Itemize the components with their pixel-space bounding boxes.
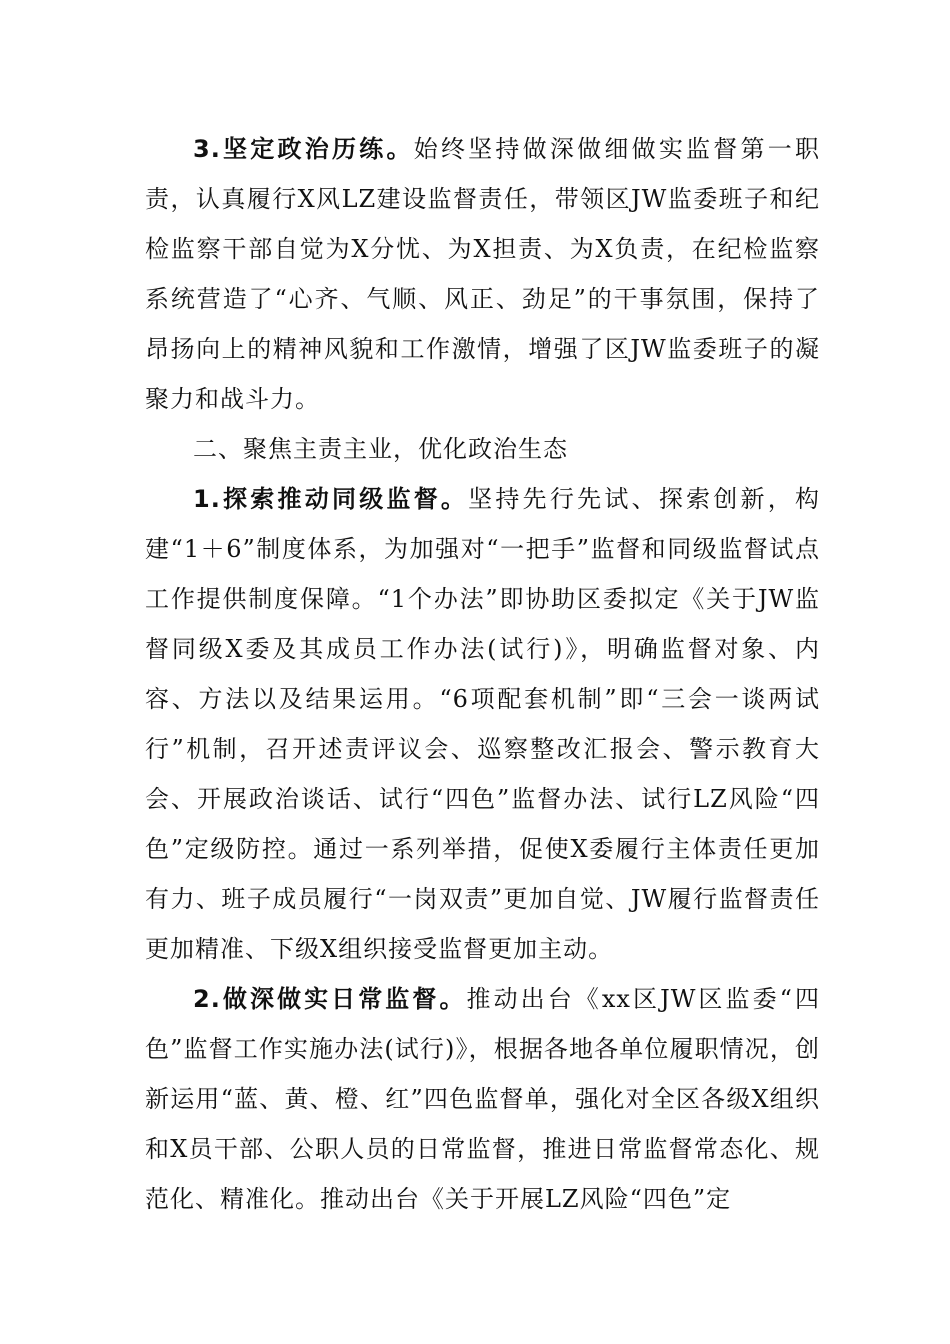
document-body [145,124,820,1224]
paragraph-text: 始终坚持做深做细做实监督第一职责，认真履行X风LZ建设监督责任，带领区JW监委班子和纪检监察干部自觉为X分忧、为X担责、为X负责，在纪检监察系统营造了“心齐、气顺、风正、劲足”的干事氛围，保持了昂扬向上的精神风貌和工作激情，增强了区JW监委班子的凝聚力和战斗力。 [145,135,820,413]
paragraph-text: 坚持先行先试、探索创新，构建“1＋6”制度体系，为加强对“一把手”监督和同级监督试点工作提供制度保障。“1个办法”即协助区委拟定《关于JW监督同级X委及其成员工作办法(试行)》，明确监督对象、内容、方法以及结果运用。“6项配套机制”即“三会一谈两试行”机制，召开述责评议会、巡察整改汇报会、警示教育大会、开展政治谈话、试行“四色”监督办法、试行LZ风险“四色”定级防控。通过一系列举措，促使X委履行主体责任更加有力、班子成员履行“一岗双责”更加自觉、JW履行监督责任更加精准、下级X组织接受监督更加主动。 [145,485,820,963]
paragraph-political-training [145,124,820,424]
paragraph-same-level-supervision [145,474,820,974]
paragraph-lead-heading: 2.做深做实日常监督。 [193,985,467,1013]
paragraph-text: 推动出台《xx区JW区监委“四色”监督工作实施办法(试行)》，根据各地各单位履职情况，创新运用“蓝、黄、橙、红”四色监督单，强化对全区各级X组织和X员干部、公职人员的日常监督，推进日常监督常态化、规范化、精准化。推动出台《关于开展LZ风险“四色”定 [145,985,820,1213]
section-heading-two [145,424,820,474]
paragraph-lead-heading: 3.坚定政治历练。 [193,135,414,163]
section-heading-text: 二、聚焦主责主业，优化政治生态 [193,435,568,463]
paragraph-lead-heading: 1.探索推动同级监督。 [193,485,469,513]
paragraph-daily-supervision [145,974,820,1224]
